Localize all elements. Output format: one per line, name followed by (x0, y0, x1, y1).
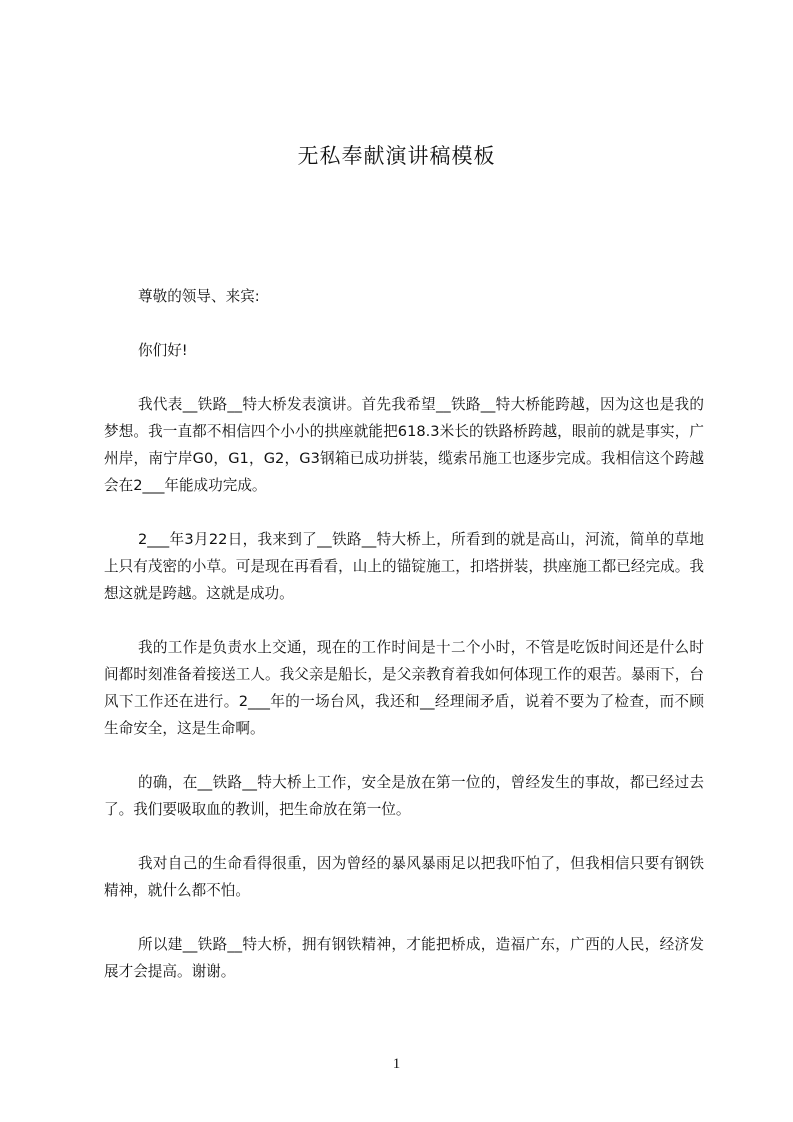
body-paragraph: 我的工作是负责水上交通，现在的工作时间是十二个小时，不管是吃饭时间还是什么时间都时刻准备着接送工人。我父亲是船长，是父亲教育着我如何体现工作的艰苦。暴雨下，台风下工作还在进行。2___年的一场台风，我还和__经理闹矛盾，说着不要为了检查，而不顾生命安全，这是生命啊。 (104, 639, 704, 737)
body-paragraph: 的确，在__铁路__特大桥上工作，安全是放在第一位的，曾经发生的事故，都已经过去了。我们要吸取血的教训，把生命放在第一位。 (104, 774, 704, 818)
document-title: 无私奉献演讲稿模板 (297, 144, 496, 168)
page-number: 1 (392, 1056, 401, 1072)
body-paragraph: 2___年3月22日，我来到了__铁路__特大桥上，所看到的就是高山，河流，简单的草地上只有茂密的小草。可是现在再看看，山上的锚锭施工，扣塔拼装，拱座施工都已经完成。我想这就是跨越。这就是成功。 (104, 531, 704, 602)
body-paragraph: 我代表__铁路__特大桥发表演讲。首先我希望__铁路__特大桥能跨越，因为这也是我的梦想。我一直都不相信四个小小的拱座就能把618.3米长的铁路桥跨越，眼前的就是事实，广州岸，南宁岸G0，G1，G2，G3钢箱已成功拼装，缆索吊施工也逐步完成。我相信这个跨越会在2___年能成功完成。 (104, 396, 704, 494)
closing-paragraph: 所以建__铁路__特大桥，拥有钢铁精神，才能把桥成，造福广东，广西的人民，经济发展才会提高。谢谢。 (104, 936, 704, 980)
document-body (104, 283, 704, 1012)
greeting-paragraph: 你们好! (138, 342, 188, 359)
salutation-paragraph: 尊敬的领导、来宾: (138, 288, 260, 305)
body-paragraph: 我对自己的生命看得很重，因为曾经的暴风暴雨足以把我吓怕了，但我相信只要有钢铁精神，就什么都不怕。 (104, 855, 704, 899)
